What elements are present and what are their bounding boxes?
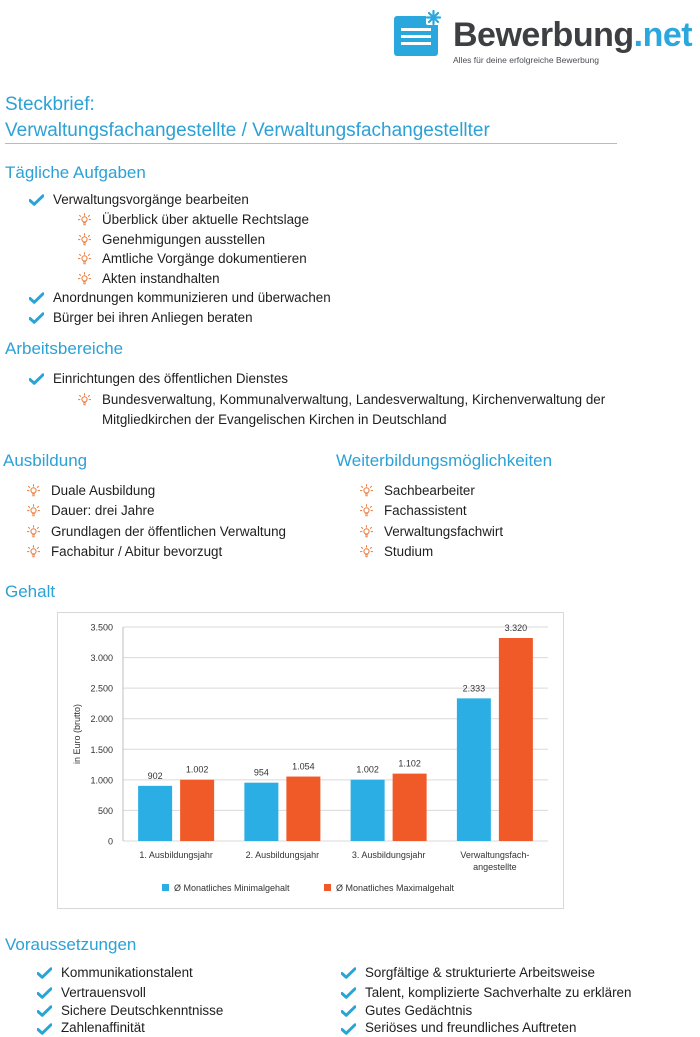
- lightbulb-icon: [360, 525, 373, 538]
- data-label: 954: [253, 767, 269, 778]
- section-heading-gehalt: Gehalt: [5, 582, 56, 601]
- section-heading-ausbildung: Ausbildung: [3, 451, 88, 470]
- legend-swatch: [324, 884, 331, 891]
- list-item: Seriöses und freundliches Auftreten: [365, 1020, 577, 1035]
- bar: [180, 780, 214, 841]
- sub-list-item: Akten instandhalten: [102, 271, 220, 286]
- bar: [393, 774, 427, 841]
- y-tick-label: 2.000: [90, 714, 113, 725]
- list-item: Sichere Deutschkenntnisse: [61, 1003, 224, 1018]
- data-label: 902: [147, 770, 163, 781]
- legend-label: Ø Monatliches Maximalgehalt: [336, 883, 455, 893]
- brand-logo: [393, 4, 698, 66]
- lightbulb-icon: [360, 484, 373, 497]
- list-item: Kommunikationstalent: [61, 965, 193, 980]
- x-tick-label: Verwaltungsfach-: [460, 850, 530, 860]
- bar: [286, 777, 320, 841]
- check-icon: [29, 194, 44, 206]
- data-label: 1.002: [185, 764, 209, 775]
- bar: [499, 638, 533, 841]
- lightbulb-icon: [360, 504, 373, 517]
- lightbulb-icon: [360, 545, 373, 558]
- lightbulb-icon: [27, 545, 40, 558]
- y-tick-label: 1.500: [90, 744, 113, 755]
- lightbulb-icon: [27, 504, 40, 517]
- sub-list-item: Genehmigungen ausstellen: [102, 232, 266, 247]
- list-item: Studium: [384, 544, 434, 559]
- list-item: Sachbearbeiter: [384, 483, 475, 498]
- list-item: Talent, komplizierte Sachverhalte zu erklären: [365, 985, 632, 1000]
- section-heading-taegliche-aufgaben: Tägliche Aufgaben: [5, 163, 146, 182]
- logo-document-icon: [393, 10, 443, 58]
- lightbulb-icon: [27, 484, 40, 497]
- check-icon: [341, 967, 356, 979]
- check-icon: [29, 373, 44, 385]
- check-icon: [37, 987, 52, 999]
- sub-list-item: Amtliche Vorgänge dokumentieren: [102, 251, 307, 266]
- y-tick-label: 3.000: [90, 653, 113, 664]
- section-heading-arbeitsbereiche: Arbeitsbereiche: [5, 339, 124, 358]
- list-item: Fachassistent: [384, 503, 467, 518]
- y-tick-label: 1.000: [90, 775, 113, 786]
- list-item: Einrichtungen des öffentlichen Dienstes: [53, 371, 288, 386]
- bar: [138, 786, 172, 841]
- bar: [351, 780, 385, 841]
- lightbulb-icon: [78, 272, 91, 285]
- x-tick-label: 1. Ausbildungsjahr: [139, 850, 213, 860]
- data-label: 2.333: [462, 683, 486, 694]
- data-label: 3.320: [504, 623, 528, 634]
- check-icon: [341, 1005, 356, 1017]
- lightbulb-icon: [78, 233, 91, 246]
- data-label: 1.002: [356, 764, 379, 775]
- y-tick-label: 500: [97, 805, 113, 816]
- check-icon: [341, 1023, 356, 1035]
- lightbulb-icon: [78, 213, 91, 226]
- y-tick-label: 2.500: [90, 683, 113, 694]
- page-title-line2: Verwaltungsfachangestellte / Verwaltungsfachangestellter: [5, 120, 490, 141]
- page-title-line1: Steckbrief:: [5, 94, 95, 115]
- list-item: Fachabitur / Abitur bevorzugt: [51, 544, 223, 559]
- list-item: Bürger bei ihren Anliegen beraten: [53, 310, 253, 325]
- x-tick-label: 3. Ausbildungsjahr: [351, 850, 426, 860]
- salary-chart: [57, 612, 564, 909]
- lightbulb-icon: [78, 252, 91, 265]
- y-tick-label: 0: [107, 836, 113, 847]
- list-item: Zahlenaffinität: [61, 1020, 145, 1035]
- data-label: 1.054: [292, 761, 315, 772]
- legend-label: Ø Monatliches Minimalgehalt: [174, 883, 290, 893]
- check-icon: [37, 1023, 52, 1035]
- sub-list-item: Bundesverwaltung, Kommunalverwaltung, Landesverwaltung, Kirchenverwaltung der: [102, 392, 606, 407]
- lightbulb-icon: [78, 393, 91, 406]
- legend-swatch: [162, 884, 169, 891]
- bar: [244, 783, 278, 841]
- list-item: Dauer: drei Jahre: [51, 503, 155, 518]
- salary-chart-svg: [58, 613, 565, 910]
- list-item: Vertrauensvoll: [61, 985, 146, 1000]
- list-item: Grundlagen der öffentlichen Verwaltung: [51, 524, 286, 539]
- list-item: Sorgfältige & strukturierte Arbeitsweise: [365, 965, 595, 980]
- list-item: Verwaltungsvorgänge bearbeiten: [53, 192, 249, 207]
- list-item: Duale Ausbildung: [51, 483, 156, 498]
- y-axis-label: in Euro (brutto): [72, 703, 82, 765]
- y-tick-label: 3.500: [90, 622, 113, 633]
- list-item: Verwaltungsfachwirt: [384, 524, 504, 539]
- list-item: Anordnungen kommunizieren und überwachen: [53, 290, 331, 305]
- lightbulb-icon: [27, 525, 40, 538]
- check-icon: [37, 1005, 52, 1017]
- x-tick-label: 2. Ausbildungsjahr: [245, 850, 320, 860]
- logo-tagline: Alles für deine erfolgreiche Bewerbung: [453, 55, 600, 65]
- section-heading-weiterbildung: Weiterbildungsmöglichkeiten: [336, 451, 553, 470]
- list-item: Gutes Gedächtnis: [365, 1003, 473, 1018]
- data-label: 1.102: [398, 758, 421, 769]
- check-icon: [29, 312, 44, 324]
- bar: [457, 698, 491, 841]
- section-heading-voraussetzungen: Voraussetzungen: [5, 935, 137, 954]
- check-icon: [29, 292, 44, 304]
- sub-list-item-continued: Mitgliedkirchen der Evangelischen Kirchen in Deutschland: [102, 412, 447, 427]
- check-icon: [37, 967, 52, 979]
- check-icon: [341, 987, 356, 999]
- title-divider: [5, 143, 617, 144]
- logo-wordmark: Bewerbung.net: [453, 16, 693, 54]
- sub-list-item: Überblick über aktuelle Rechtslage: [102, 212, 309, 227]
- x-tick-label: angestellte: [473, 862, 517, 872]
